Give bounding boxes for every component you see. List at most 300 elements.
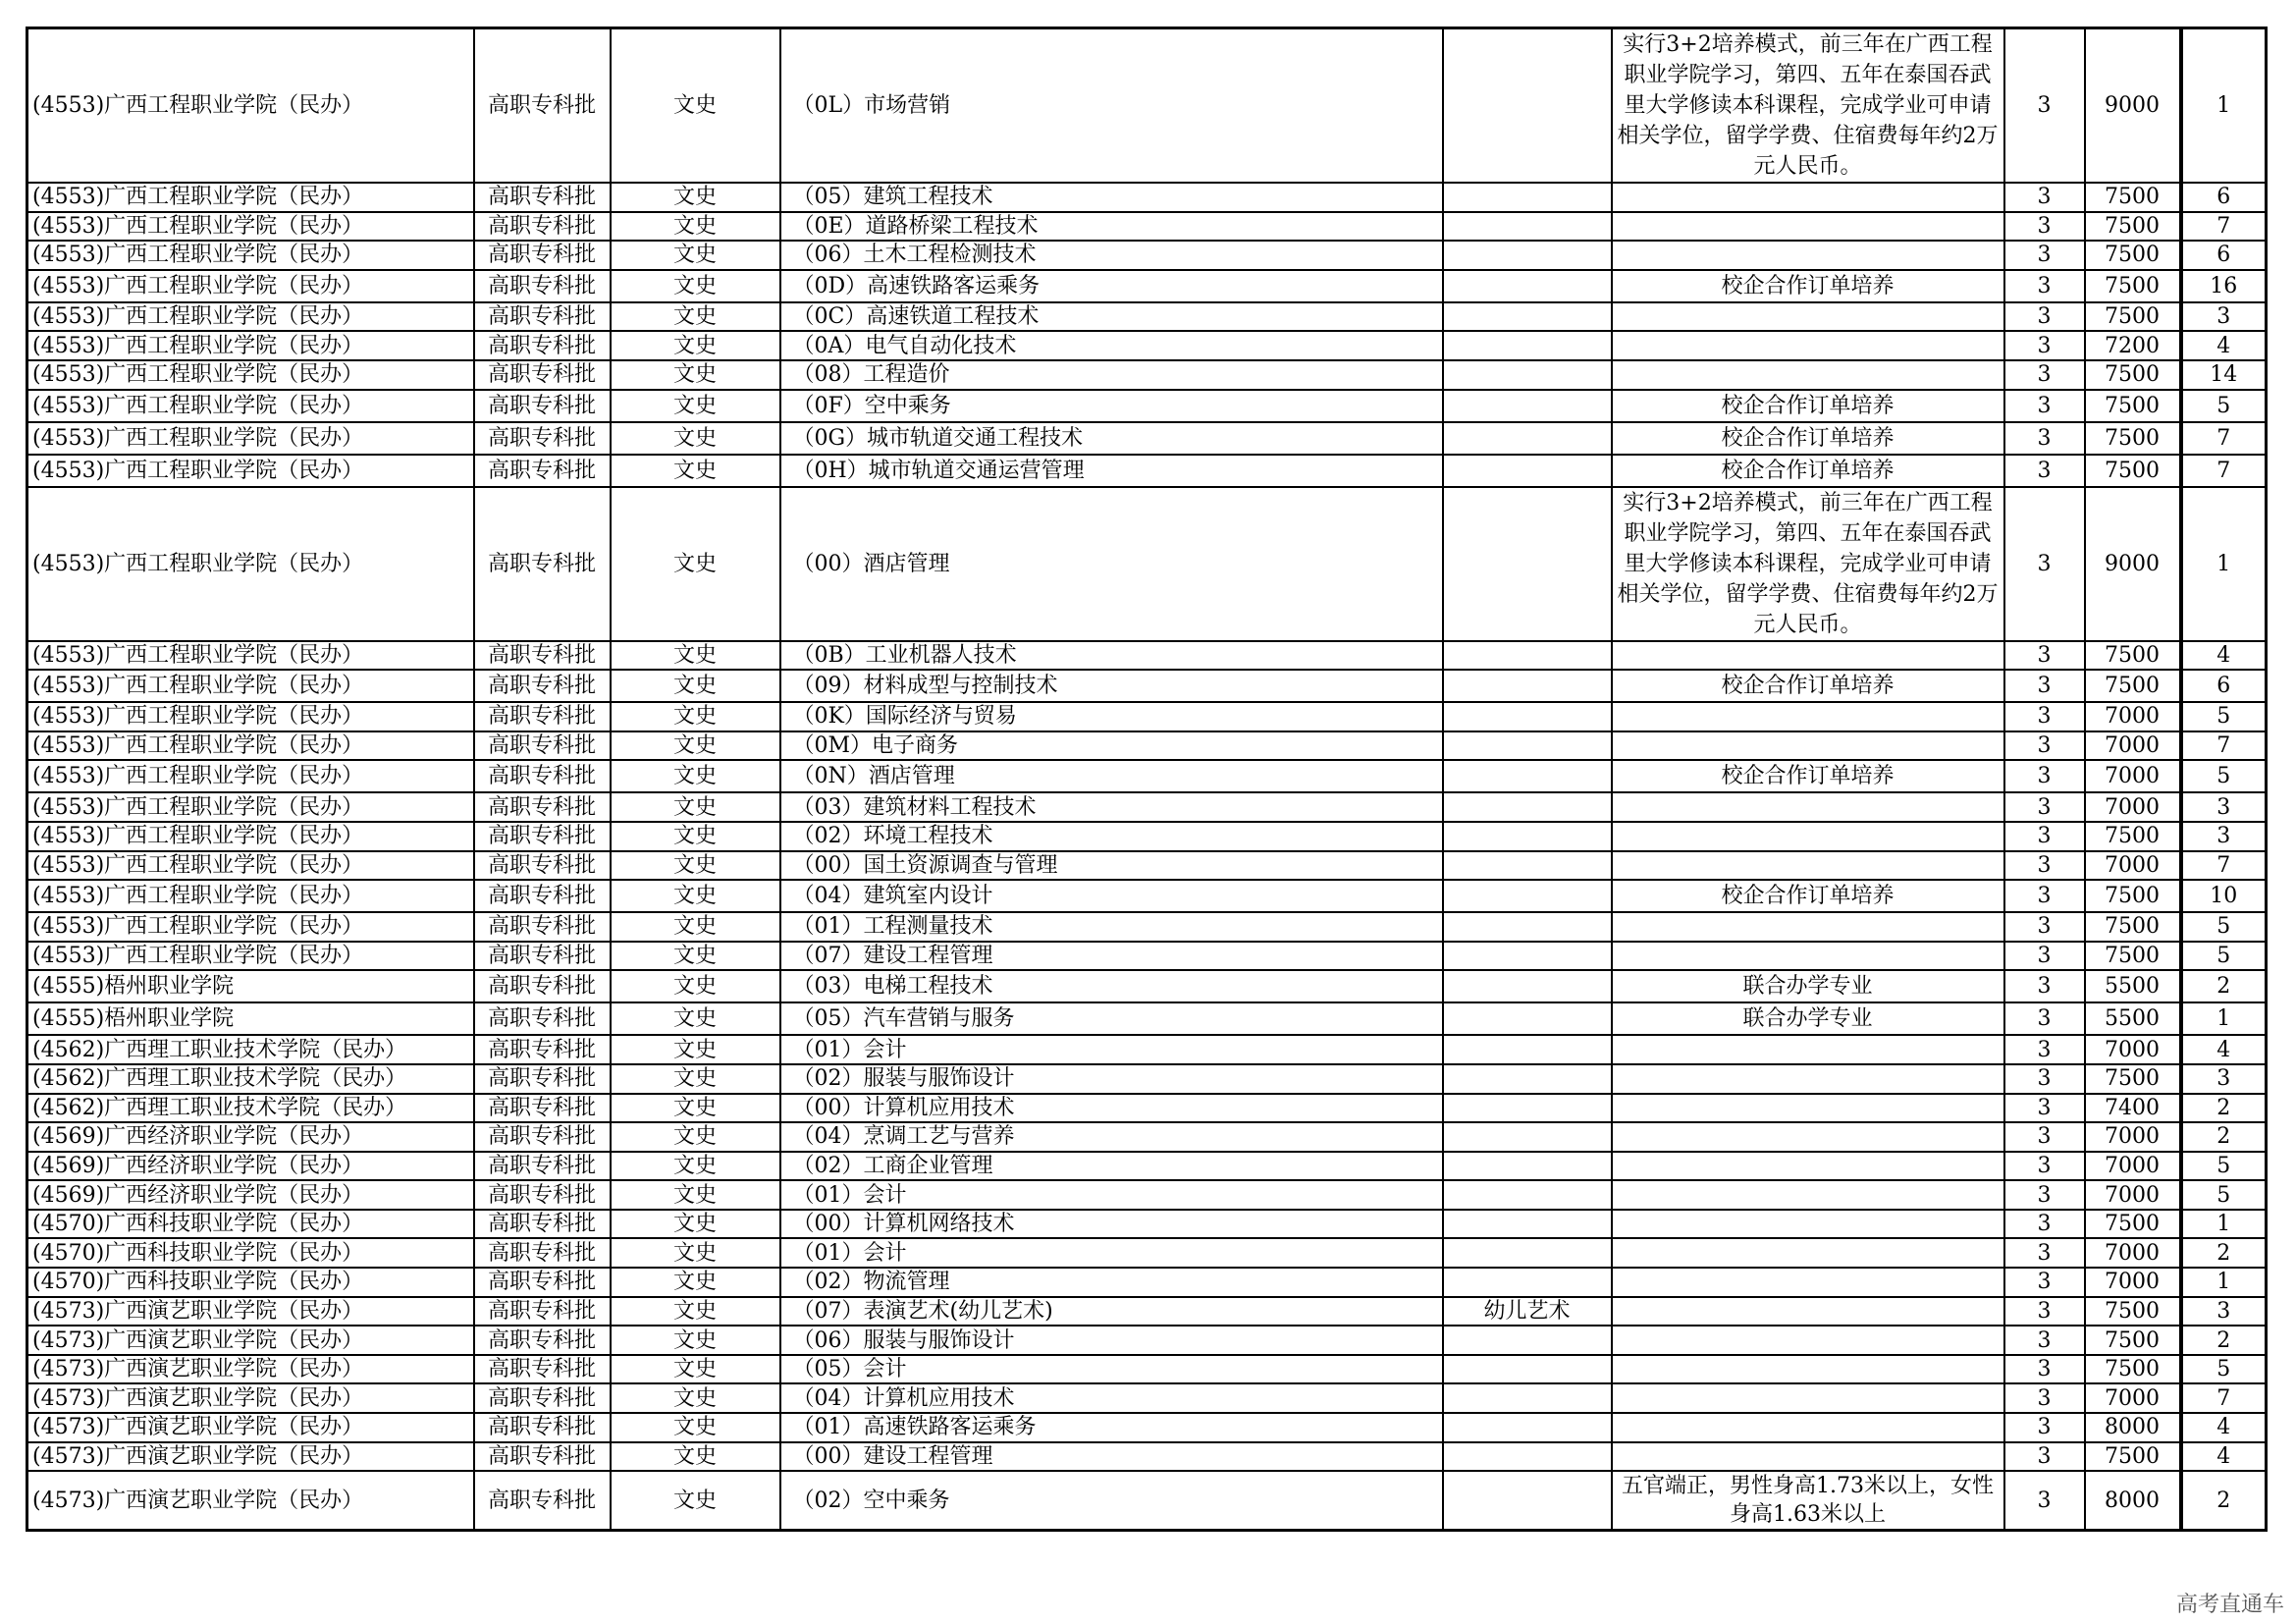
direction-cell (1443, 422, 1612, 455)
school-cell: (4553)广西工程职业学院（民办） (27, 822, 474, 851)
school-cell: (4553)广西工程职业学院（民办） (27, 851, 474, 881)
subject-cell: 文史 (611, 302, 780, 332)
school-cell: (4553)广西工程职业学院（民办） (27, 455, 474, 487)
years-cell: 3 (2004, 455, 2085, 487)
direction-cell (1443, 360, 1612, 390)
major-cell: （0H）城市轨道交通运营管理 (780, 455, 1443, 487)
direction-cell (1443, 270, 1612, 302)
major-cell: （07）表演艺术(幼儿艺术) (780, 1297, 1443, 1326)
major-cell: （0G）城市轨道交通工程技术 (780, 422, 1443, 455)
admission-plan-table-wrap (26, 27, 2265, 1532)
school-cell: (4553)广西工程职业学院（民办） (27, 390, 474, 422)
direction-cell (1443, 28, 1612, 184)
subject-cell: 文史 (611, 212, 780, 242)
direction-cell (1443, 1383, 1612, 1413)
table-row (27, 822, 2267, 851)
batch-cell: 高职专科批 (474, 970, 611, 1002)
years-cell: 3 (2004, 1180, 2085, 1210)
plan-count-cell: 3 (2181, 302, 2267, 332)
major-cell: （06）土木工程检测技术 (780, 241, 1443, 270)
direction-cell (1443, 760, 1612, 792)
school-cell: (4573)广西演艺职业学院（民办） (27, 1471, 474, 1531)
direction-cell (1443, 641, 1612, 671)
batch-cell: 高职专科批 (474, 302, 611, 332)
major-cell: （02）物流管理 (780, 1268, 1443, 1297)
subject-cell: 文史 (611, 641, 780, 671)
school-cell: (4553)广西工程职业学院（民办） (27, 760, 474, 792)
note-cell: 校企合作订单培养 (1612, 670, 2004, 702)
table-row (27, 1094, 2267, 1123)
table-row (27, 1152, 2267, 1181)
table-body (27, 28, 2267, 1531)
fee-cell: 7500 (2085, 1297, 2181, 1326)
direction-cell (1443, 487, 1612, 641)
batch-cell: 高职专科批 (474, 1122, 611, 1152)
fee-cell: 7400 (2085, 1094, 2181, 1123)
table-row (27, 912, 2267, 942)
batch-cell: 高职专科批 (474, 1094, 611, 1123)
note-cell (1612, 1210, 2004, 1239)
plan-count-cell: 7 (2181, 212, 2267, 242)
subject-cell: 文史 (611, 1002, 780, 1035)
years-cell: 3 (2004, 28, 2085, 184)
years-cell: 3 (2004, 331, 2085, 360)
years-cell: 3 (2004, 1152, 2085, 1181)
major-cell: （0M）电子商务 (780, 731, 1443, 761)
years-cell: 3 (2004, 731, 2085, 761)
plan-count-cell: 5 (2181, 390, 2267, 422)
major-cell: （02）环境工程技术 (780, 822, 1443, 851)
fee-cell: 7500 (2085, 641, 2181, 671)
years-cell: 3 (2004, 1238, 2085, 1268)
direction-cell (1443, 1180, 1612, 1210)
batch-cell: 高职专科批 (474, 1383, 611, 1413)
table-row (27, 422, 2267, 455)
direction-cell (1443, 1326, 1612, 1355)
subject-cell: 文史 (611, 1210, 780, 1239)
years-cell: 3 (2004, 880, 2085, 912)
major-cell: （05）建筑工程技术 (780, 183, 1443, 212)
years-cell: 3 (2004, 422, 2085, 455)
years-cell: 3 (2004, 970, 2085, 1002)
school-cell: (4573)广西演艺职业学院（民办） (27, 1413, 474, 1442)
major-cell: （06）服装与服饰设计 (780, 1326, 1443, 1355)
plan-count-cell: 4 (2181, 1413, 2267, 1442)
note-cell (1612, 1035, 2004, 1064)
subject-cell: 文史 (611, 183, 780, 212)
admission-plan-table (26, 27, 2268, 1532)
subject-cell: 文史 (611, 731, 780, 761)
direction-cell (1443, 1268, 1612, 1297)
major-cell: （02）空中乘务 (780, 1471, 1443, 1531)
subject-cell: 文史 (611, 455, 780, 487)
school-cell: (4570)广西科技职业学院（民办） (27, 1238, 474, 1268)
school-cell: (4553)广西工程职业学院（民办） (27, 702, 474, 731)
subject-cell: 文史 (611, 942, 780, 971)
fee-cell: 8000 (2085, 1413, 2181, 1442)
subject-cell: 文史 (611, 851, 780, 881)
direction-cell (1443, 1413, 1612, 1442)
fee-cell: 7500 (2085, 1326, 2181, 1355)
major-cell: （02）工商企业管理 (780, 1152, 1443, 1181)
table-row (27, 942, 2267, 971)
subject-cell: 文史 (611, 1180, 780, 1210)
years-cell: 3 (2004, 1122, 2085, 1152)
table-row (27, 390, 2267, 422)
note-cell (1612, 942, 2004, 971)
major-cell: （05）汽车营销与服务 (780, 1002, 1443, 1035)
years-cell: 3 (2004, 1413, 2085, 1442)
table-row (27, 702, 2267, 731)
plan-count-cell: 2 (2181, 970, 2267, 1002)
major-cell: （0D）高速铁路客运乘务 (780, 270, 1443, 302)
school-cell: (4573)广西演艺职业学院（民办） (27, 1383, 474, 1413)
fee-cell: 7500 (2085, 455, 2181, 487)
school-cell: (4562)广西理工职业技术学院（民办） (27, 1094, 474, 1123)
batch-cell: 高职专科批 (474, 912, 611, 942)
fee-cell: 7000 (2085, 1035, 2181, 1064)
batch-cell: 高职专科批 (474, 455, 611, 487)
major-cell: （03）建筑材料工程技术 (780, 792, 1443, 822)
fee-cell: 7500 (2085, 270, 2181, 302)
note-cell: 校企合作订单培养 (1612, 455, 2004, 487)
table-row (27, 241, 2267, 270)
school-cell: (4553)广西工程职业学院（民办） (27, 331, 474, 360)
plan-count-cell: 7 (2181, 1383, 2267, 1413)
batch-cell: 高职专科批 (474, 942, 611, 971)
direction-cell (1443, 851, 1612, 881)
direction-cell (1443, 1442, 1612, 1472)
fee-cell: 7000 (2085, 1122, 2181, 1152)
subject-cell: 文史 (611, 1471, 780, 1531)
major-cell: （0L）市场营销 (780, 28, 1443, 184)
table-row (27, 183, 2267, 212)
school-cell: (4553)广西工程职业学院（民办） (27, 792, 474, 822)
fee-cell: 7500 (2085, 942, 2181, 971)
table-row (27, 1002, 2267, 1035)
batch-cell: 高职专科批 (474, 1238, 611, 1268)
school-cell: (4553)广西工程职业学院（民办） (27, 487, 474, 641)
direction-cell (1443, 1122, 1612, 1152)
subject-cell: 文史 (611, 1413, 780, 1442)
batch-cell: 高职专科批 (474, 1442, 611, 1472)
school-cell: (4573)广西演艺职业学院（民办） (27, 1355, 474, 1384)
years-cell: 3 (2004, 1383, 2085, 1413)
plan-count-cell: 4 (2181, 1035, 2267, 1064)
subject-cell: 文史 (611, 1035, 780, 1064)
direction-cell (1443, 302, 1612, 332)
table-row (27, 880, 2267, 912)
fee-cell: 7500 (2085, 241, 2181, 270)
batch-cell: 高职专科批 (474, 1035, 611, 1064)
direction-cell (1443, 212, 1612, 242)
major-cell: （01）工程测量技术 (780, 912, 1443, 942)
batch-cell: 高职专科批 (474, 487, 611, 641)
plan-count-cell: 3 (2181, 1297, 2267, 1326)
major-cell: （02）服装与服饰设计 (780, 1064, 1443, 1094)
note-cell (1612, 1122, 2004, 1152)
years-cell: 3 (2004, 942, 2085, 971)
batch-cell: 高职专科批 (474, 241, 611, 270)
table-row (27, 1035, 2267, 1064)
batch-cell: 高职专科批 (474, 1268, 611, 1297)
major-cell: （00）建设工程管理 (780, 1442, 1443, 1472)
table-row (27, 851, 2267, 881)
years-cell: 3 (2004, 1471, 2085, 1531)
school-cell: (4553)广西工程职业学院（民办） (27, 241, 474, 270)
school-cell: (4570)广西科技职业学院（民办） (27, 1210, 474, 1239)
plan-count-cell: 2 (2181, 1471, 2267, 1531)
school-cell: (4569)广西经济职业学院（民办） (27, 1180, 474, 1210)
note-cell: 实行3+2培养模式，前三年在广西工程职业学院学习，第四、五年在泰国吞武里大学修读本科课程，完成学业可申请相关学位，留学学费、住宿费每年约2万元人民币。 (1612, 487, 2004, 641)
school-cell: (4553)广西工程职业学院（民办） (27, 912, 474, 942)
school-cell: (4573)广西演艺职业学院（民办） (27, 1297, 474, 1326)
fee-cell: 7500 (2085, 360, 2181, 390)
plan-count-cell: 4 (2181, 331, 2267, 360)
fee-cell: 7000 (2085, 731, 2181, 761)
note-cell (1612, 302, 2004, 332)
note-cell (1612, 641, 2004, 671)
plan-count-cell: 3 (2181, 792, 2267, 822)
watermark-text: 高考直通车 (2175, 1593, 2284, 1617)
major-cell: （0N）酒店管理 (780, 760, 1443, 792)
years-cell: 3 (2004, 1210, 2085, 1239)
fee-cell: 5500 (2085, 1002, 2181, 1035)
fee-cell: 7500 (2085, 212, 2181, 242)
direction-cell (1443, 731, 1612, 761)
note-cell (1612, 731, 2004, 761)
major-cell: （03）电梯工程技术 (780, 970, 1443, 1002)
table-row (27, 970, 2267, 1002)
subject-cell: 文史 (611, 1268, 780, 1297)
years-cell: 3 (2004, 212, 2085, 242)
batch-cell: 高职专科批 (474, 422, 611, 455)
major-cell: （04）建筑室内设计 (780, 880, 1443, 912)
note-cell (1612, 702, 2004, 731)
years-cell: 3 (2004, 183, 2085, 212)
plan-count-cell: 1 (2181, 1002, 2267, 1035)
fee-cell: 7500 (2085, 183, 2181, 212)
note-cell (1612, 241, 2004, 270)
table-row (27, 1064, 2267, 1094)
years-cell: 3 (2004, 912, 2085, 942)
school-cell: (4555)梧州职业学院 (27, 1002, 474, 1035)
direction-cell (1443, 1035, 1612, 1064)
plan-count-cell: 1 (2181, 28, 2267, 184)
note-cell (1612, 1094, 2004, 1123)
fee-cell: 7500 (2085, 880, 2181, 912)
table-row (27, 1326, 2267, 1355)
fee-cell: 7500 (2085, 1064, 2181, 1094)
plan-count-cell: 6 (2181, 183, 2267, 212)
note-cell: 校企合作订单培养 (1612, 880, 2004, 912)
table-row (27, 670, 2267, 702)
plan-count-cell: 4 (2181, 641, 2267, 671)
note-cell (1612, 1152, 2004, 1181)
direction-cell (1443, 455, 1612, 487)
batch-cell: 高职专科批 (474, 670, 611, 702)
major-cell: （04）计算机应用技术 (780, 1383, 1443, 1413)
note-cell (1612, 1383, 2004, 1413)
table-row (27, 792, 2267, 822)
subject-cell: 文史 (611, 1122, 780, 1152)
fee-cell: 7500 (2085, 390, 2181, 422)
direction-cell (1443, 331, 1612, 360)
years-cell: 3 (2004, 241, 2085, 270)
years-cell: 3 (2004, 1326, 2085, 1355)
table-row (27, 1122, 2267, 1152)
years-cell: 3 (2004, 487, 2085, 641)
school-cell: (4569)广西经济职业学院（民办） (27, 1152, 474, 1181)
table-row (27, 212, 2267, 242)
subject-cell: 文史 (611, 1094, 780, 1123)
fee-cell: 7000 (2085, 1238, 2181, 1268)
school-cell: (4553)广西工程职业学院（民办） (27, 641, 474, 671)
school-cell: (4562)广西理工职业技术学院（民办） (27, 1064, 474, 1094)
plan-count-cell: 5 (2181, 1355, 2267, 1384)
note-cell: 校企合作订单培养 (1612, 422, 2004, 455)
fee-cell: 7000 (2085, 702, 2181, 731)
subject-cell: 文史 (611, 822, 780, 851)
table-row (27, 641, 2267, 671)
note-cell (1612, 792, 2004, 822)
school-cell: (4562)广西理工职业技术学院（民办） (27, 1035, 474, 1064)
direction-cell (1443, 970, 1612, 1002)
table-row (27, 1297, 2267, 1326)
years-cell: 3 (2004, 390, 2085, 422)
note-cell: 校企合作订单培养 (1612, 270, 2004, 302)
subject-cell: 文史 (611, 702, 780, 731)
plan-count-cell: 14 (2181, 360, 2267, 390)
fee-cell: 7500 (2085, 822, 2181, 851)
major-cell: （07）建设工程管理 (780, 942, 1443, 971)
note-cell: 校企合作订单培养 (1612, 390, 2004, 422)
table-row (27, 1268, 2267, 1297)
fee-cell: 7000 (2085, 851, 2181, 881)
direction-cell (1443, 1471, 1612, 1531)
major-cell: （01）会计 (780, 1180, 1443, 1210)
subject-cell: 文史 (611, 760, 780, 792)
years-cell: 3 (2004, 1442, 2085, 1472)
years-cell: 3 (2004, 670, 2085, 702)
major-cell: （00）酒店管理 (780, 487, 1443, 641)
subject-cell: 文史 (611, 1238, 780, 1268)
direction-cell (1443, 880, 1612, 912)
direction-cell (1443, 1152, 1612, 1181)
batch-cell: 高职专科批 (474, 1064, 611, 1094)
subject-cell: 文史 (611, 1355, 780, 1384)
note-cell (1612, 331, 2004, 360)
plan-count-cell: 7 (2181, 455, 2267, 487)
major-cell: （0A）电气自动化技术 (780, 331, 1443, 360)
school-cell: (4553)广西工程职业学院（民办） (27, 270, 474, 302)
years-cell: 3 (2004, 1035, 2085, 1064)
fee-cell: 7000 (2085, 760, 2181, 792)
major-cell: （05）会计 (780, 1355, 1443, 1384)
batch-cell: 高职专科批 (474, 183, 611, 212)
note-cell (1612, 822, 2004, 851)
plan-count-cell: 3 (2181, 822, 2267, 851)
plan-count-cell: 2 (2181, 1326, 2267, 1355)
plan-count-cell: 10 (2181, 880, 2267, 912)
plan-count-cell: 5 (2181, 1180, 2267, 1210)
table-row (27, 302, 2267, 332)
plan-count-cell: 1 (2181, 1210, 2267, 1239)
table-row (27, 731, 2267, 761)
years-cell: 3 (2004, 1002, 2085, 1035)
note-cell (1612, 1238, 2004, 1268)
years-cell: 3 (2004, 641, 2085, 671)
direction-cell: 幼儿艺术 (1443, 1297, 1612, 1326)
plan-count-cell: 5 (2181, 942, 2267, 971)
school-cell: (4553)广西工程职业学院（民办） (27, 302, 474, 332)
note-cell (1612, 360, 2004, 390)
batch-cell: 高职专科批 (474, 731, 611, 761)
years-cell: 3 (2004, 822, 2085, 851)
direction-cell (1443, 1238, 1612, 1268)
plan-count-cell: 2 (2181, 1238, 2267, 1268)
table-row (27, 1383, 2267, 1413)
fee-cell: 7500 (2085, 912, 2181, 942)
major-cell: （0F）空中乘务 (780, 390, 1443, 422)
years-cell: 3 (2004, 1355, 2085, 1384)
school-cell: (4553)广西工程职业学院（民办） (27, 670, 474, 702)
direction-cell (1443, 942, 1612, 971)
batch-cell: 高职专科批 (474, 822, 611, 851)
note-cell (1612, 851, 2004, 881)
plan-count-cell: 7 (2181, 851, 2267, 881)
note-cell (1612, 183, 2004, 212)
school-cell: (4553)广西工程职业学院（民办） (27, 212, 474, 242)
direction-cell (1443, 792, 1612, 822)
fee-cell: 7000 (2085, 1383, 2181, 1413)
note-cell: 实行3+2培养模式，前三年在广西工程职业学院学习，第四、五年在泰国吞武里大学修读本科课程，完成学业可申请相关学位，留学学费、住宿费每年约2万元人民币。 (1612, 28, 2004, 184)
fee-cell: 7500 (2085, 422, 2181, 455)
batch-cell: 高职专科批 (474, 390, 611, 422)
plan-count-cell: 5 (2181, 1152, 2267, 1181)
plan-count-cell: 5 (2181, 702, 2267, 731)
years-cell: 3 (2004, 1297, 2085, 1326)
fee-cell: 5500 (2085, 970, 2181, 1002)
table-row (27, 1238, 2267, 1268)
table-row (27, 360, 2267, 390)
table-row (27, 1471, 2267, 1531)
note-cell (1612, 1064, 2004, 1094)
fee-cell: 9000 (2085, 28, 2181, 184)
note-cell: 校企合作订单培养 (1612, 760, 2004, 792)
table-row (27, 1413, 2267, 1442)
school-cell: (4573)广西演艺职业学院（民办） (27, 1442, 474, 1472)
batch-cell: 高职专科批 (474, 1326, 611, 1355)
plan-count-cell: 4 (2181, 1442, 2267, 1472)
note-cell (1612, 912, 2004, 942)
major-cell: （0K）国际经济与贸易 (780, 702, 1443, 731)
school-cell: (4553)广西工程职业学院（民办） (27, 183, 474, 212)
years-cell: 3 (2004, 270, 2085, 302)
batch-cell: 高职专科批 (474, 28, 611, 184)
batch-cell: 高职专科批 (474, 1297, 611, 1326)
direction-cell (1443, 183, 1612, 212)
plan-count-cell: 16 (2181, 270, 2267, 302)
batch-cell: 高职专科批 (474, 1180, 611, 1210)
table-row (27, 487, 2267, 641)
batch-cell: 高职专科批 (474, 270, 611, 302)
years-cell: 3 (2004, 1064, 2085, 1094)
plan-count-cell: 2 (2181, 1122, 2267, 1152)
batch-cell: 高职专科批 (474, 1002, 611, 1035)
school-cell: (4553)广西工程职业学院（民办） (27, 942, 474, 971)
direction-cell (1443, 702, 1612, 731)
